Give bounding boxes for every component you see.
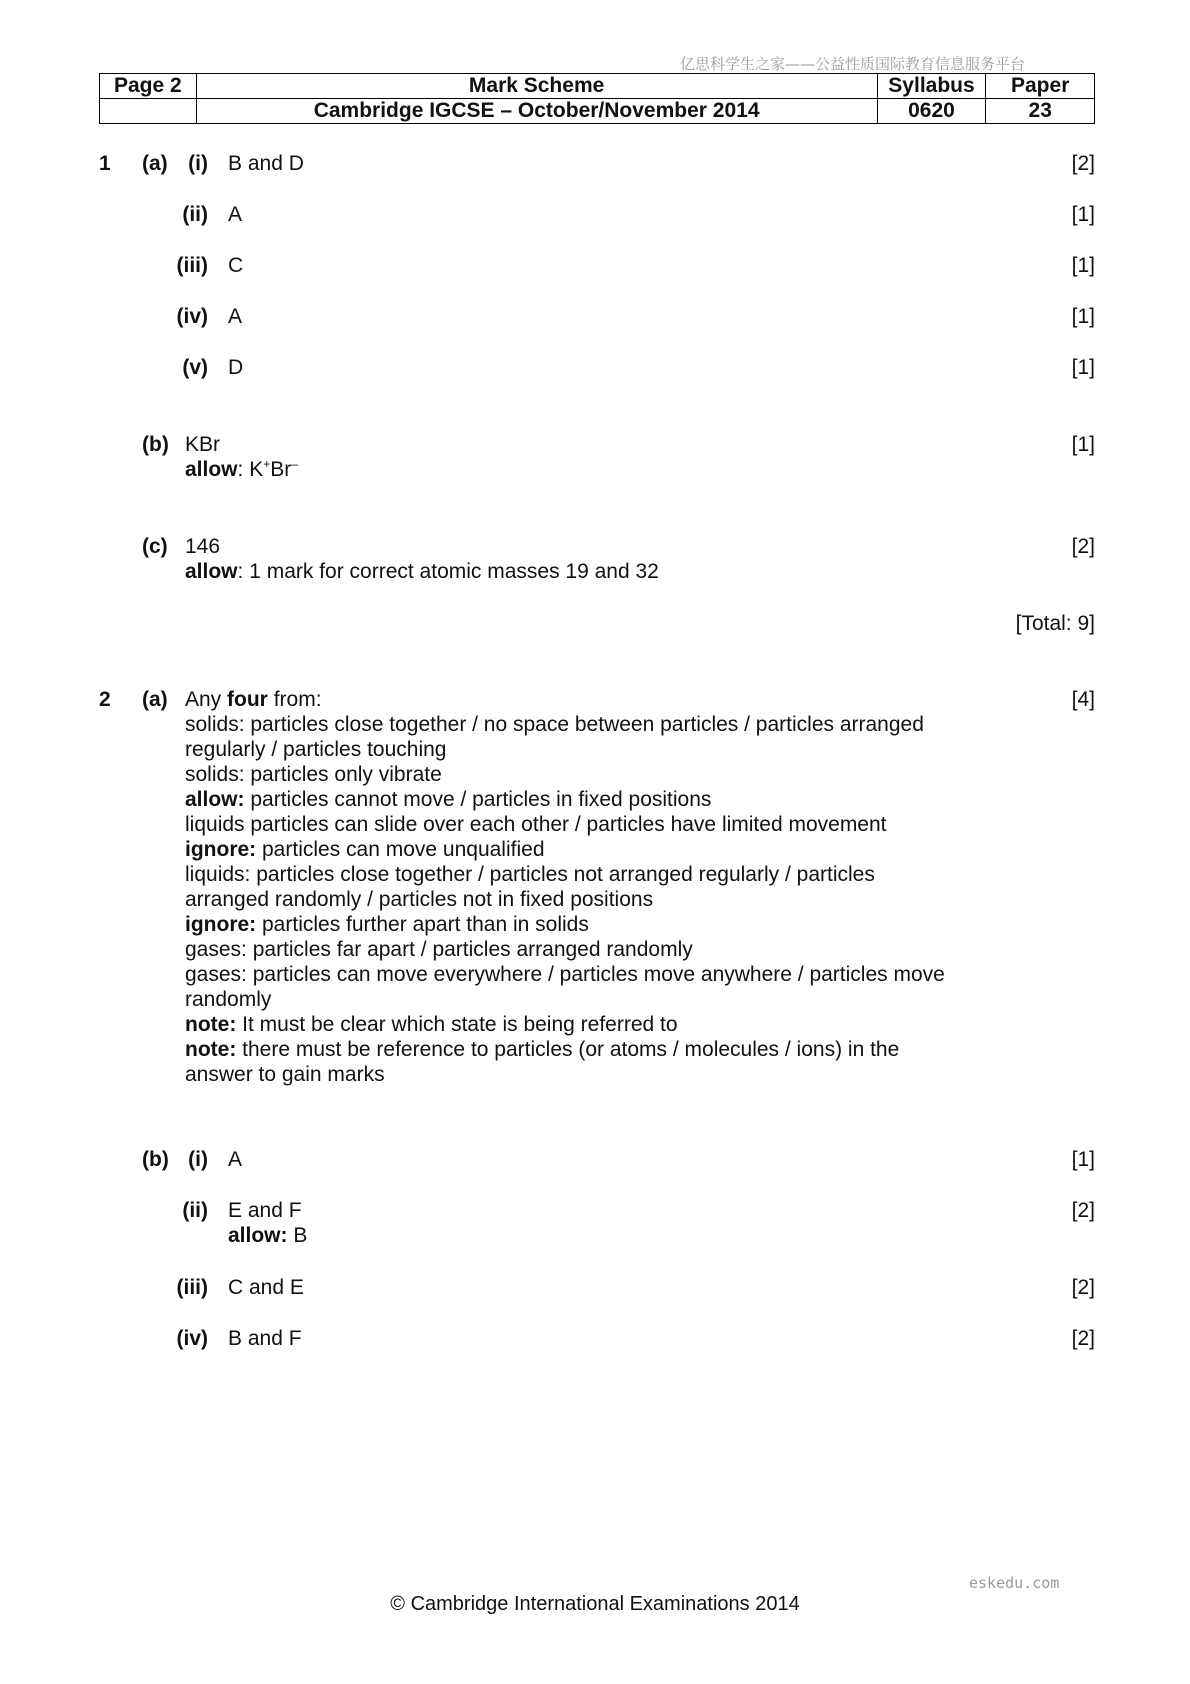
- answer-line: [185, 912, 945, 937]
- answer-line: [185, 787, 945, 812]
- line-keyword: note:: [185, 1013, 237, 1036]
- line-text: gases: particles far apart / particles arranged randomly: [185, 938, 693, 961]
- answer: B and D: [228, 152, 304, 175]
- answer-line: [185, 1012, 945, 1037]
- line-keyword: note:: [185, 1038, 237, 1061]
- subpart-label: (iv): [176, 305, 208, 328]
- paper-number: 23: [986, 99, 1095, 124]
- answer-line: [185, 862, 945, 887]
- part-label: (a): [142, 152, 168, 175]
- line-text: gases: particles can move everywhere / particles move anywhere / particles move: [185, 963, 945, 986]
- mark: [1]: [1071, 254, 1095, 277]
- subpart-label: (iii): [176, 254, 208, 277]
- subpart-label: (ii): [182, 203, 208, 226]
- part-label: (a): [142, 688, 168, 711]
- answer-line: [185, 762, 945, 787]
- answer: D: [228, 356, 244, 379]
- answer-line: [185, 1037, 945, 1062]
- answer-line: [185, 837, 945, 862]
- empty-cell: [100, 99, 197, 124]
- line-text: liquids: particles close together / particles not arranged regularly / particles: [185, 863, 875, 886]
- watermark-bottom: eskedu.com: [969, 1574, 1060, 1592]
- document-title: Mark Scheme: [196, 74, 877, 99]
- mark: [2]: [1071, 152, 1095, 175]
- allow-text: B: [287, 1224, 308, 1247]
- intro-bold: four: [227, 688, 268, 711]
- question-total: [Total: 9]: [1015, 612, 1095, 635]
- line-text: It must be clear which state is being referred to: [236, 1013, 678, 1036]
- subpart-label: (i): [188, 152, 208, 175]
- mark: [1]: [1071, 203, 1095, 226]
- line-text: randomly: [185, 988, 272, 1011]
- mark: [1]: [1071, 305, 1095, 328]
- mark: [2]: [1071, 1327, 1095, 1350]
- part-label: (b): [142, 433, 169, 456]
- syllabus-code: 0620: [877, 99, 986, 124]
- allow-note: [185, 559, 659, 584]
- part-label: (b): [142, 1148, 169, 1171]
- mark: [4]: [1071, 688, 1095, 711]
- subpart-label: (iv): [176, 1327, 208, 1350]
- answer-intro: [185, 687, 322, 712]
- paper-label: Paper: [986, 74, 1095, 99]
- answer-line: [185, 887, 945, 912]
- answer-line: [185, 1062, 945, 1087]
- line-keyword: ignore:: [185, 838, 257, 861]
- mark: [2]: [1071, 535, 1095, 558]
- charge-minus: –: [291, 457, 298, 471]
- answer: 146: [185, 535, 221, 558]
- line-text: liquids particles can slide over each other / particles have limited movement: [185, 813, 887, 836]
- allow-keyword: allow:: [228, 1224, 288, 1247]
- answer-line: [185, 812, 945, 837]
- answer-lines: [185, 712, 945, 1087]
- allow-note: [228, 1223, 307, 1248]
- question-number: 1: [99, 152, 111, 175]
- intro-text: Any: [185, 688, 228, 711]
- allow-text: : 1 mark for correct atomic masses 19 and 32: [237, 560, 659, 583]
- subpart-label: (i): [188, 1148, 208, 1171]
- formula-br: Br: [270, 458, 292, 481]
- allow-keyword: allow: [185, 560, 238, 583]
- mark: [1]: [1071, 433, 1095, 456]
- line-text: regularly / particles touching: [185, 738, 447, 761]
- allow-keyword: allow: [185, 458, 238, 481]
- allow-note: allow: K+Br–: [185, 457, 298, 481]
- line-text: solids: particles only vibrate: [185, 763, 442, 786]
- answer-line: [185, 937, 945, 962]
- syllabus-label: Syllabus: [877, 74, 986, 99]
- mark: [2]: [1071, 1199, 1095, 1222]
- answer-line: [185, 962, 945, 987]
- line-text: answer to gain marks: [185, 1063, 385, 1086]
- answer: C: [228, 254, 244, 277]
- line-text: particles further apart than in solids: [256, 913, 589, 936]
- line-keyword: allow:: [185, 788, 245, 811]
- formula-k: K: [249, 458, 264, 481]
- header-table: [99, 73, 1095, 124]
- answer-line: [185, 987, 945, 1012]
- intro-text: from:: [267, 688, 322, 711]
- line-keyword: ignore:: [185, 913, 257, 936]
- mark: [1]: [1071, 356, 1095, 379]
- answer: KBr: [185, 433, 221, 456]
- mark: [1]: [1071, 1148, 1095, 1171]
- answer: E and F: [228, 1199, 302, 1222]
- subpart-label: (v): [182, 356, 208, 379]
- question-number: 2: [99, 688, 111, 711]
- part-label: (c): [142, 535, 168, 558]
- page-number: Page 2: [100, 74, 197, 99]
- line-text: there must be reference to particles (or atoms / molecules / ions) in the: [236, 1038, 900, 1061]
- watermark-top: 亿思科学生之家——公益性质国际教育信息服务平台: [680, 55, 1026, 73]
- charge-plus: +: [263, 457, 271, 471]
- answer: C and E: [228, 1276, 304, 1299]
- subpart-label: (ii): [182, 1199, 208, 1222]
- document-subtitle: Cambridge IGCSE – October/November 2014: [196, 99, 877, 124]
- line-text: arranged randomly / particles not in fixed positions: [185, 888, 654, 911]
- subpart-label: (iii): [176, 1276, 208, 1299]
- answer: A: [228, 1148, 243, 1171]
- answer: A: [228, 203, 243, 226]
- answer-line: [185, 737, 945, 762]
- answer: A: [228, 305, 243, 328]
- copyright-footer: © Cambridge International Examinations 2014: [390, 1593, 800, 1615]
- answer: B and F: [228, 1327, 302, 1350]
- line-text: particles can move unqualified: [256, 838, 545, 861]
- line-text: solids: particles close together / no space between particles / particles arranged: [185, 713, 924, 736]
- answer-line: [185, 712, 945, 737]
- mark: [2]: [1071, 1276, 1095, 1299]
- line-text: particles cannot move / particles in fixed positions: [244, 788, 712, 811]
